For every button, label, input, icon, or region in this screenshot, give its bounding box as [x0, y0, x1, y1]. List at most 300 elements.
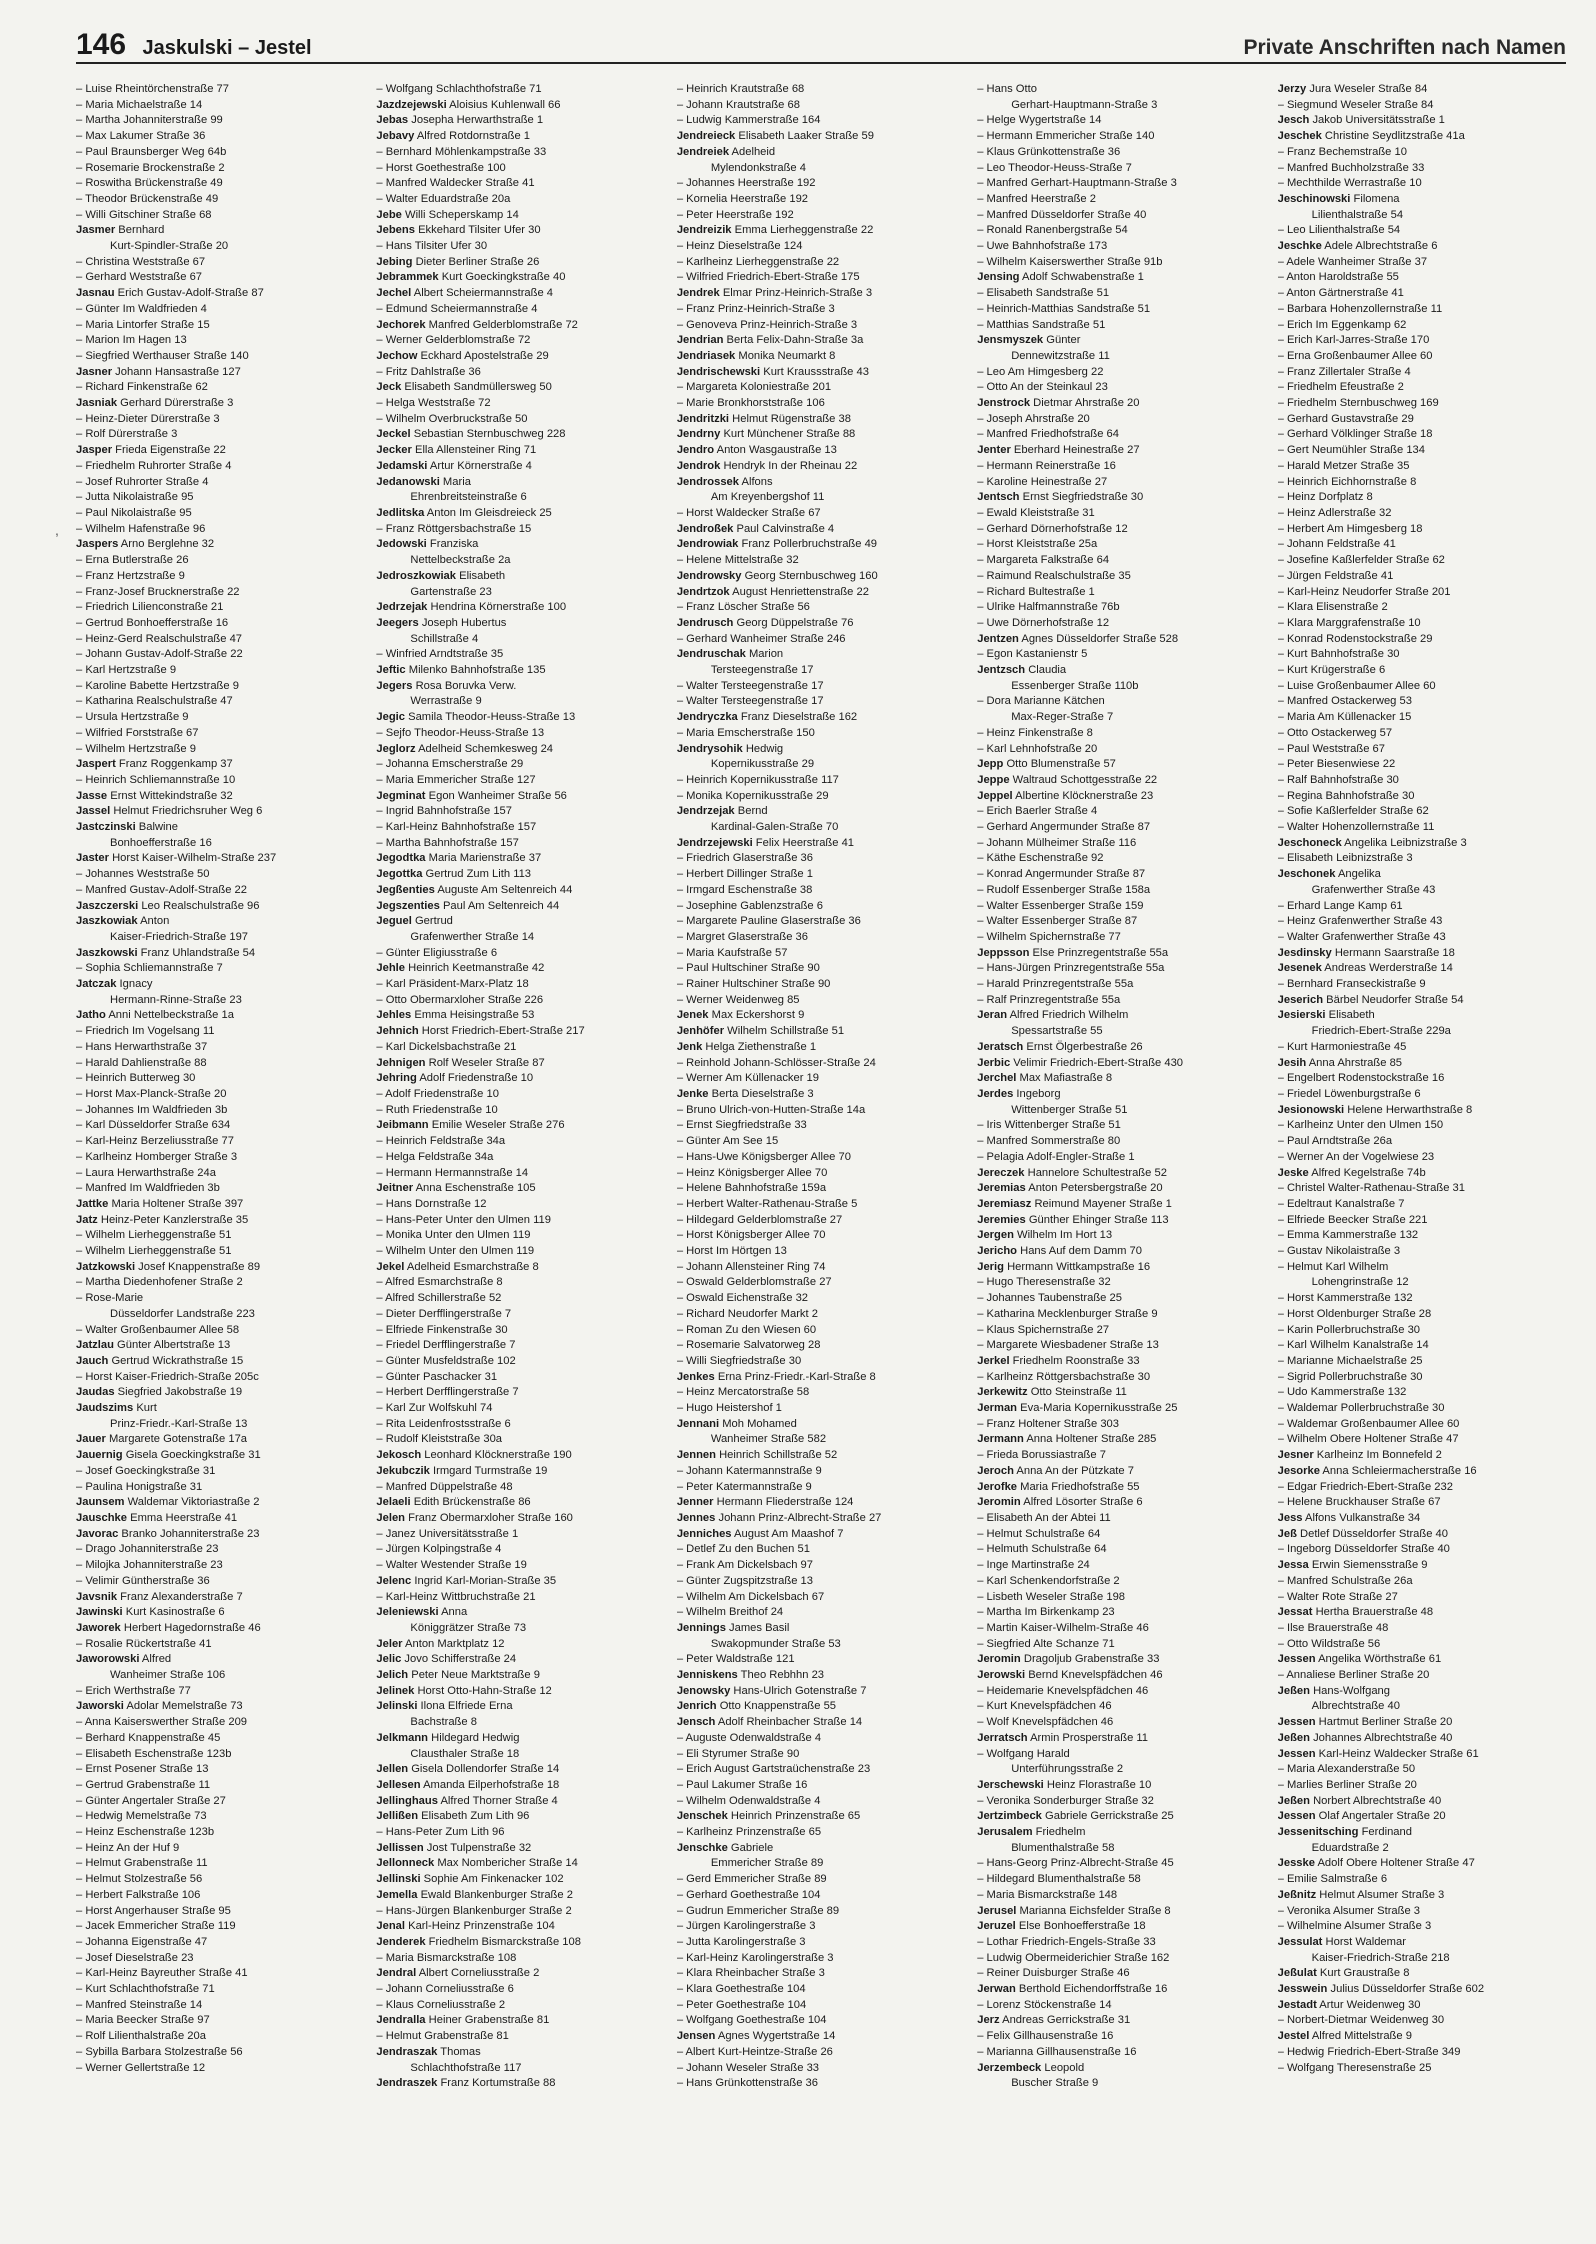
- directory-entry: [376, 679, 664, 695]
- directory-sub-entry: [76, 380, 364, 396]
- entry-continuation: [1278, 208, 1566, 224]
- surname: Jehnigen: [376, 1056, 426, 1069]
- entry-text: Siegfried Jakobstraße 19: [114, 1386, 243, 1399]
- directory-entry: [977, 443, 1265, 459]
- directory-sub-entry: [977, 694, 1265, 710]
- entry-text: – Karlheinz Röttgersbachstraße 30: [977, 1370, 1151, 1383]
- directory-sub-entry: [977, 585, 1265, 601]
- directory-sub-entry: [76, 1982, 364, 1998]
- directory-sub-entry: [76, 1778, 364, 1794]
- surname: Jerschewski: [977, 1778, 1044, 1791]
- entry-text: – Laura Herwarthstraße 24a: [76, 1166, 216, 1179]
- directory-sub-entry: [977, 427, 1265, 443]
- entry-text: Kurt-Spindler-Straße 20: [110, 240, 229, 253]
- surname: Jendreieck: [676, 130, 736, 143]
- directory-entry: [376, 1841, 664, 1857]
- entry-text: – Ilse Brauerstraße 48: [1277, 1621, 1389, 1634]
- entry-text: – Edmund Scheiermannstraße 4: [376, 302, 538, 315]
- directory-sub-entry: [977, 537, 1265, 553]
- directory-entry: [677, 223, 965, 239]
- entry-text: – Walter Großenbaumer Allee 58: [76, 1323, 240, 1336]
- surname: Jereczek: [977, 1166, 1025, 1179]
- directory-sub-entry: [1278, 412, 1566, 428]
- directory-sub-entry: [677, 1118, 965, 1134]
- entry-text: – Erich Im Eggenkamp 62: [1277, 318, 1407, 331]
- directory-entry: [1278, 1825, 1566, 1841]
- entry-text: – Leo Am Himgesberg 22: [977, 365, 1104, 378]
- directory-entry: [376, 255, 664, 271]
- entry-text: Artur Weidenweg 30: [1316, 1998, 1421, 2011]
- entry-text: Albrechtstraße 40: [1311, 1700, 1400, 1713]
- directory-sub-entry: [677, 1181, 965, 1197]
- page-number: 146: [76, 28, 127, 61]
- entry-text: – Gerhard Wanheimer Straße 246: [676, 632, 846, 645]
- entry-text: – Kurt Schlachthofstraße 71: [76, 1983, 215, 1996]
- entry-text: Jakob Universitätsstraße 1: [1309, 114, 1445, 127]
- directory-entry: [76, 1260, 364, 1276]
- surname: Jatzkowski: [76, 1260, 136, 1273]
- directory-entry: [376, 1118, 664, 1134]
- entry-text: – Christel Walter-Rathenau-Straße 31: [1277, 1182, 1465, 1195]
- entry-text: – Wilhelmine Alsumer Straße 3: [1277, 1920, 1432, 1933]
- entry-text: – Siegmund Weseler Straße 84: [1277, 98, 1434, 111]
- directory-sub-entry: [1278, 757, 1566, 773]
- directory-entry: [677, 349, 965, 365]
- directory-sub-entry: [76, 2045, 364, 2061]
- entry-text: – Wilhelm Lierheggenstraße 51: [76, 1229, 232, 1242]
- entry-continuation: [1278, 1024, 1566, 1040]
- entry-text: Georg Sternbuschweg 160: [741, 569, 878, 582]
- directory-sub-entry: [376, 2029, 664, 2045]
- directory-sub-entry: [76, 726, 364, 742]
- directory-entry: [376, 1652, 664, 1668]
- directory-sub-entry: [376, 1323, 664, 1339]
- directory-sub-entry: [977, 2029, 1265, 2045]
- directory-sub-entry: [376, 1103, 664, 1119]
- directory-sub-entry: [76, 1747, 364, 1763]
- surname: Jegottka: [376, 868, 423, 881]
- surname: Jeitner: [376, 1182, 414, 1195]
- directory-sub-entry: [1278, 1291, 1566, 1307]
- surname: Jenrich: [676, 1700, 717, 1713]
- entry-text: – Ralf Bahnhofstraße 30: [1277, 773, 1399, 786]
- entry-text: – Horst Goethestraße 100: [376, 161, 506, 174]
- directory-sub-entry: [977, 459, 1265, 475]
- entry-text: – Margret Glaserstraße 36: [676, 930, 809, 943]
- entry-text: Friedhelm Roonstraße 33: [1009, 1354, 1140, 1367]
- entry-text: – Norbert-Dietmar Weidenweg 30: [1277, 2014, 1445, 2027]
- surname: Jendryczka: [676, 711, 738, 724]
- directory-sub-entry: [1278, 1432, 1566, 1448]
- entry-text: Franziska: [426, 538, 479, 551]
- surname: Jerkel: [977, 1354, 1010, 1367]
- entry-text: – Herbert Am Himgesberg 18: [1277, 522, 1423, 535]
- entry-text: – Inge Martinstraße 24: [977, 1559, 1090, 1572]
- surname: Jennen: [676, 1449, 716, 1462]
- directory-sub-entry: [376, 1040, 664, 1056]
- directory-entry: [977, 1982, 1265, 1998]
- directory-sub-entry: [677, 380, 965, 396]
- directory-sub-entry: [76, 1244, 364, 1260]
- entry-text: – Maria Bismarckstraße 148: [977, 1888, 1118, 1901]
- entry-text: – Paul Weststraße 67: [1277, 742, 1385, 755]
- entry-text: – Luise Großenbaumer Allee 60: [1277, 679, 1436, 692]
- directory-sub-entry: [977, 129, 1265, 145]
- entry-text: – Margareta Koloniestraße 201: [676, 381, 832, 394]
- directory-sub-entry: [376, 1542, 664, 1558]
- entry-text: Johann Hansastraße 127: [112, 365, 241, 378]
- directory-sub-entry: [977, 1338, 1265, 1354]
- directory-sub-entry: [1278, 1495, 1566, 1511]
- directory-sub-entry: [677, 396, 965, 412]
- surname: Jeschek: [1277, 130, 1322, 143]
- entry-text: Adolf Rheinbacher Straße 14: [715, 1716, 863, 1729]
- entry-text: – Reinhold Johann-Schlösser-Straße 24: [676, 1056, 876, 1069]
- directory-sub-entry: [76, 1480, 364, 1496]
- directory-sub-entry: [376, 1904, 664, 1920]
- entry-continuation: [76, 1307, 364, 1323]
- entry-text: Ella Allensteiner Ring 71: [411, 444, 537, 457]
- entry-text: – Herbert Derfflingerstraße 7: [376, 1386, 519, 1399]
- surname: Jebens: [376, 224, 415, 237]
- directory-sub-entry: [76, 82, 364, 98]
- entry-text: – Wilhelm Unter den Ulmen 119: [376, 1245, 535, 1258]
- entry-text: Wilhelm Im Hort 13: [1013, 1229, 1113, 1242]
- entry-text: Heinrich Prinzenstraße 65: [727, 1810, 861, 1823]
- directory-entry: [1278, 129, 1566, 145]
- entry-text: – Manfred Heerstraße 2: [977, 192, 1096, 205]
- entry-text: Günther Ehinger Straße 113: [1025, 1213, 1169, 1226]
- entry-text: Moh Mohamed: [719, 1417, 797, 1430]
- directory-entry: [677, 2029, 965, 2045]
- entry-text: – Veronika Alsumer Straße 3: [1277, 1904, 1421, 1917]
- entry-text: Erwin Siemensstraße 9: [1308, 1559, 1428, 1572]
- surname: Jendrian: [676, 334, 724, 347]
- surname: Jemella: [376, 1888, 418, 1901]
- directory-sub-entry: [677, 993, 965, 1009]
- entry-text: – Marlies Berliner Straße 20: [1277, 1778, 1417, 1791]
- entry-text: – Gerd Emmericher Straße 89: [676, 1873, 827, 1886]
- entry-text: Leo Realschulstraße 96: [138, 899, 260, 912]
- directory-sub-entry: [76, 192, 364, 208]
- directory-entry: [376, 1637, 664, 1653]
- entry-text: Anni Nettelbeckstraße 1a: [105, 1009, 234, 1022]
- entry-text: – Franz Prinz-Heinrich-Straße 3: [676, 302, 835, 315]
- entry-text: Jost Tulpenstraße 32: [423, 1841, 532, 1854]
- surname: Jellonneck: [376, 1857, 435, 1870]
- entry-text: Heiner Grabenstraße 81: [425, 2014, 550, 2027]
- entry-text: Ernst Ölgerbestraße 26: [1023, 1040, 1143, 1053]
- directory-sub-entry: [977, 930, 1265, 946]
- entry-continuation: [1278, 883, 1566, 899]
- entry-continuation: [76, 239, 364, 255]
- entry-text: – Walter Westender Straße 19: [376, 1559, 527, 1572]
- directory-sub-entry: [1278, 1401, 1566, 1417]
- directory-sub-entry: [376, 757, 664, 773]
- directory-entry: [376, 1495, 664, 1511]
- entry-text: – Heinz Finkenstraße 8: [977, 726, 1093, 739]
- entry-text: Buscher Straße 9: [1011, 2077, 1099, 2090]
- entry-text: Theo Rebhhn 23: [737, 1669, 825, 1682]
- entry-text: Andreas Werderstraße 14: [1321, 962, 1453, 975]
- entry-text: – Hildegard Blumenthalstraße 58: [977, 1873, 1141, 1886]
- entry-text: – Konrad Rodenstockstraße 29: [1277, 632, 1433, 645]
- entry-text: – Herbert Falkstraße 106: [76, 1888, 201, 1901]
- directory-sub-entry: [677, 1904, 965, 1920]
- entry-text: Monika Neumarkt 8: [735, 349, 836, 362]
- directory-sub-entry: [376, 1385, 664, 1401]
- directory-entry: [1278, 1464, 1566, 1480]
- directory-sub-entry: [1278, 537, 1566, 553]
- entry-text: – Karoline Babette Hertzstraße 9: [76, 679, 239, 692]
- directory-entry: [76, 223, 364, 239]
- directory-sub-entry: [76, 647, 364, 663]
- entry-text: – Heinrich Butterweg 30: [76, 1072, 196, 1085]
- entry-text: Velimir Friedrich-Ebert-Straße 430: [1010, 1056, 1184, 1069]
- column-1: [76, 82, 364, 2092]
- directory-sub-entry: [376, 1417, 664, 1433]
- entry-text: Kurt: [133, 1402, 157, 1415]
- entry-text: Wanheimer Straße 582: [710, 1433, 827, 1446]
- entry-text: – Hermann Emmericher Straße 140: [977, 130, 1155, 143]
- entry-text: – Gertrud Grabenstraße 11: [76, 1778, 211, 1791]
- entry-text: – Franz Holtener Straße 303: [977, 1417, 1119, 1430]
- entry-text: – Wilhelm Kaiserswerther Straße 91b: [977, 255, 1163, 268]
- directory-sub-entry: [1278, 1213, 1566, 1229]
- directory-entry: [76, 396, 364, 412]
- directory-sub-entry: [677, 1213, 965, 1229]
- surname: Jedlitska: [376, 506, 425, 519]
- entry-text: Alfred Lösorter Straße 6: [1020, 1496, 1143, 1509]
- surname: Jensch: [676, 1716, 716, 1729]
- directory-entry: [677, 427, 965, 443]
- entry-text: – Elfriede Beecker Straße 221: [1277, 1213, 1428, 1226]
- surname: Jesdinsky: [1277, 946, 1332, 959]
- directory-entry: [677, 1370, 965, 1386]
- directory-entry: [76, 851, 364, 867]
- directory-entry: [1278, 192, 1566, 208]
- surname: Jenkes: [676, 1370, 715, 1383]
- entry-text: Eva-Maria Kopernikusstraße 25: [1017, 1402, 1178, 1415]
- directory-sub-entry: [376, 977, 664, 993]
- surname: Jendritzki: [676, 412, 730, 425]
- directory-sub-entry: [1278, 773, 1566, 789]
- entry-text: Horst Friedrich-Ebert-Straße 217: [418, 1025, 585, 1038]
- entry-text: – Rolf Dürerstraße 3: [76, 428, 178, 441]
- entry-text: – Maria Michaelstraße 14: [76, 98, 203, 111]
- entry-text: – Matthias Sandstraße 51: [977, 318, 1106, 331]
- directory-sub-entry: [76, 318, 364, 334]
- entry-text: – Klaus Corneliusstraße 2: [376, 1998, 506, 2011]
- directory-sub-entry: [1278, 333, 1566, 349]
- surname: Jeschonek: [1277, 868, 1336, 881]
- entry-text: – Herbert Dillinger Straße 1: [676, 868, 813, 881]
- entry-text: Johann Prinz-Albrecht-Straße 27: [715, 1511, 882, 1524]
- entry-continuation: [1278, 1275, 1566, 1291]
- directory-sub-entry: [977, 522, 1265, 538]
- directory-sub-entry: [376, 302, 664, 318]
- entry-text: – Jacek Emmericher Straße 119: [76, 1920, 236, 1933]
- directory-sub-entry: [677, 302, 965, 318]
- directory-sub-entry: [76, 1762, 364, 1778]
- directory-sub-entry: [1278, 475, 1566, 491]
- entry-text: Adolar Memelstraße 73: [123, 1700, 243, 1713]
- entry-text: Branko Johanniterstraße 23: [118, 1527, 260, 1540]
- entry-text: – Manfred Düppelstraße 48: [376, 1480, 513, 1493]
- directory-sub-entry: [1278, 710, 1566, 726]
- directory-entry: [977, 946, 1265, 962]
- surname: Jenstrock: [977, 397, 1031, 410]
- entry-text: – Richard Bultestraße 1: [977, 585, 1095, 598]
- entry-text: Helmut Alsumer Straße 3: [1316, 1888, 1445, 1901]
- entry-text: – Felix Gillhausenstraße 16: [977, 2030, 1114, 2043]
- entry-text: Maria Marienstraße 37: [425, 852, 542, 865]
- entry-text: Olaf Angertaler Straße 20: [1315, 1810, 1446, 1823]
- directory-sub-entry: [76, 113, 364, 129]
- surname: Jericho: [977, 1245, 1018, 1258]
- entry-text: Günter Albertstraße 13: [113, 1339, 231, 1352]
- entry-text: – Wilhelm Spichernstraße 77: [977, 930, 1121, 943]
- entry-text: – Heinz-Dieter Dürerstraße 3: [76, 412, 220, 425]
- entry-text: Adelheid: [729, 145, 776, 158]
- entry-text: Dietmar Ahrstraße 20: [1030, 397, 1140, 410]
- directory-sub-entry: [977, 977, 1265, 993]
- entry-text: – Eli Styrumer Straße 90: [676, 1747, 800, 1760]
- directory-entry: [677, 1087, 965, 1103]
- entry-text: Kaiser-Friedrich-Straße 218: [1311, 1951, 1450, 1964]
- directory-sub-entry: [76, 710, 364, 726]
- entry-text: – Käthe Eschenstraße 92: [977, 852, 1104, 865]
- entry-text: Eberhard Heinestraße 27: [1010, 444, 1140, 457]
- directory-entry: [76, 1621, 364, 1637]
- entry-text: – Harald Prinzregentstraße 55a: [977, 978, 1134, 991]
- directory-sub-entry: [677, 679, 965, 695]
- entry-text: – Horst Angerhauser Straße 95: [76, 1904, 231, 1917]
- entry-text: – Ruth Friedenstraße 10: [376, 1103, 498, 1116]
- directory-entry: [376, 851, 664, 867]
- entry-text: – Franz Löscher Straße 56: [676, 601, 810, 614]
- entry-text: – Jutta Karolingerstraße 3: [676, 1935, 806, 1948]
- entry-text: Margarete Gotenstraße 17a: [105, 1433, 248, 1446]
- entry-text: – Hildegard Gelderblomstraße 27: [676, 1213, 843, 1226]
- surname: Jendroßek: [676, 522, 734, 535]
- directory-sub-entry: [76, 1056, 364, 1072]
- directory-sub-entry: [677, 883, 965, 899]
- entry-text: – Klara Marggrafenstraße 10: [1277, 616, 1421, 629]
- directory-sub-entry: [1278, 820, 1566, 836]
- entry-text: – Friedhelm Ruhrorter Straße 4: [76, 459, 232, 472]
- directory-sub-entry: [677, 1982, 965, 1998]
- surname: Jendreiek: [676, 145, 730, 158]
- directory-entry: [977, 1904, 1265, 1920]
- directory-sub-entry: [76, 1794, 364, 1810]
- entry-text: – Rudolf Kleiststraße 30a: [376, 1433, 503, 1446]
- directory-sub-entry: [376, 239, 664, 255]
- directory-entry: [376, 286, 664, 302]
- surname: Jenschke: [676, 1841, 728, 1854]
- directory-sub-entry: [677, 2061, 965, 2077]
- entry-text: – Heinrich Kopernikusstraße 117: [676, 773, 839, 786]
- entry-text: Max-Reger-Straße 7: [1011, 711, 1114, 724]
- entry-text: – Ernst Siegfriedstraße 33: [676, 1119, 807, 1132]
- surname: Jelic: [376, 1653, 402, 1666]
- directory-entry: [977, 1008, 1265, 1024]
- column-2: [376, 82, 664, 2092]
- directory-entry: [376, 1794, 664, 1810]
- directory-sub-entry: [376, 1527, 664, 1543]
- surname: Jehring: [376, 1072, 417, 1085]
- entry-text: – Paul Hultschiner Straße 90: [676, 962, 820, 975]
- entry-text: – Werner An der Vogelwiese 23: [1277, 1150, 1435, 1163]
- directory-sub-entry: [677, 1966, 965, 1982]
- directory-entry: [76, 1448, 364, 1464]
- directory-sub-entry: [76, 1904, 364, 1920]
- entry-text: Josepha Herwarthstraße 1: [408, 114, 544, 127]
- directory-entry: [977, 1213, 1265, 1229]
- entry-text: – Horst Kaiser-Friedrich-Straße 205c: [76, 1370, 259, 1383]
- entry-text: – Drago Johanniterstraße 23: [76, 1543, 219, 1556]
- surname: Jehnich: [376, 1025, 419, 1038]
- entry-text: – Ursula Hertzstraße 9: [76, 711, 189, 724]
- entry-text: Max Mafiastraße 8: [1016, 1072, 1113, 1085]
- directory-sub-entry: [1278, 679, 1566, 695]
- surname: Jegic: [376, 711, 406, 724]
- directory-entry: [1278, 1527, 1566, 1543]
- directory-sub-entry: [977, 255, 1265, 271]
- entry-text: – Manfred Ostackerweg 53: [1277, 695, 1412, 708]
- surname: Jessen: [1277, 1810, 1316, 1823]
- entry-text: – Marion Im Hagen 13: [76, 334, 187, 347]
- directory-sub-entry: [376, 1480, 664, 1496]
- surname: Jeruzel: [977, 1920, 1016, 1933]
- entry-text: Willi Scheperskamp 14: [401, 208, 519, 221]
- entry-text: Auguste Am Seltenreich 44: [434, 883, 573, 896]
- entry-text: – Friedel Derfflingerstraße 7: [376, 1339, 516, 1352]
- directory-sub-entry: [1278, 899, 1566, 915]
- entry-text: – Joseph Ahrstraße 20: [977, 412, 1090, 425]
- directory-sub-entry: [677, 1260, 965, 1276]
- directory-sub-entry: [76, 1103, 364, 1119]
- entry-text: – Waldemar Pollerbruchstraße 30: [1277, 1402, 1445, 1415]
- directory-entry: [76, 977, 364, 993]
- directory-sub-entry: [677, 977, 965, 993]
- directory-sub-entry: [977, 1574, 1265, 1590]
- directory-sub-entry: [1278, 1872, 1566, 1888]
- directory-sub-entry: [977, 1951, 1265, 1967]
- entry-text: Wittenberger Straße 51: [1011, 1103, 1128, 1116]
- entry-text: – Kurt Harmoniestraße 45: [1277, 1040, 1407, 1053]
- entry-text: – Oswald Eichenstraße 32: [676, 1292, 809, 1305]
- surname: Jeromin: [977, 1653, 1021, 1666]
- entry-text: Kurt Münchener Straße 88: [720, 428, 856, 441]
- surname: Jelinek: [376, 1684, 415, 1697]
- directory-sub-entry: [977, 899, 1265, 915]
- directory-sub-entry: [1278, 632, 1566, 648]
- entry-text: – Udo Kammerstraße 132: [1277, 1386, 1407, 1399]
- entry-text: – Raimund Realschulstraße 35: [977, 569, 1131, 582]
- entry-text: – Manfred Buchholzstraße 33: [1277, 161, 1425, 174]
- directory-sub-entry: [76, 1731, 364, 1747]
- entry-text: – Hans Grünkottenstraße 36: [676, 2077, 818, 2090]
- directory-sub-entry: [1278, 443, 1566, 459]
- entry-text: Max Eckershorst 9: [708, 1009, 805, 1022]
- surname: Jergen: [977, 1229, 1014, 1242]
- entry-text: – Ludwig Kammerstraße 164: [676, 114, 821, 127]
- directory-entry: [677, 1008, 965, 1024]
- directory-sub-entry: [677, 1275, 965, 1291]
- directory-sub-entry: [677, 1056, 965, 1072]
- directory-entry: [76, 443, 364, 459]
